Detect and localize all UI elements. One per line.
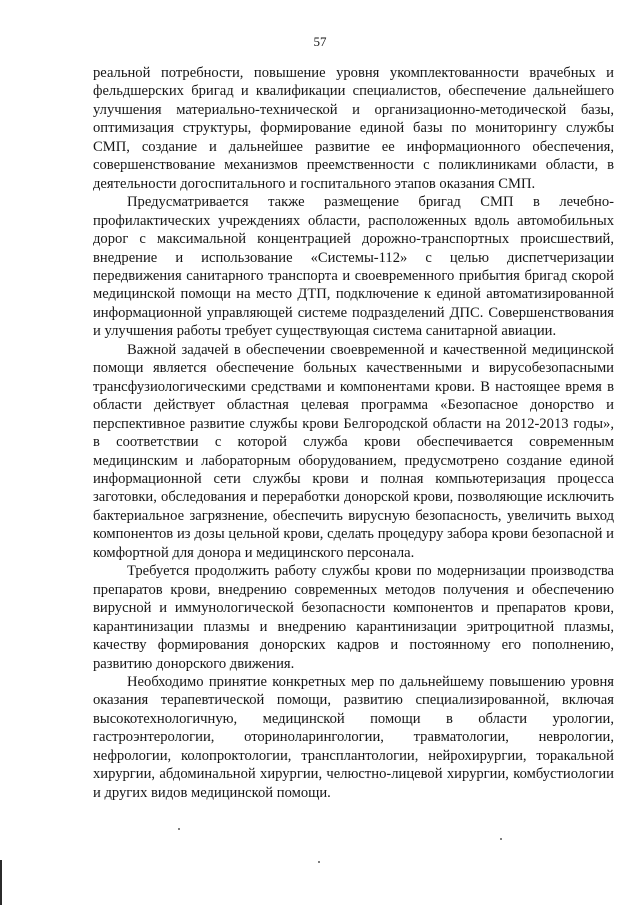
scan-speck [500,838,502,840]
paragraph-2: Предусматривается также размещение бригад СМП в лечебно-профилактических учреждениях области, расположенных вдоль автомобильных дорог с максимальной концентрацией дорожно-транспортных происшествий, внедрение и использование «Системы-112» с целью диспетчеризации передвижения санитарного транспорта и своевременного прибытия бригад скорой медицинской помощи на место ДТП, подключение к единой автоматизированной информационной управляющей системе подразделений ДПС. Совершенствования и улучшения работы требует существующая система санитарной авиации. [93,194,614,340]
scan-speck [178,828,180,830]
paragraph-3: Важной задачей в обеспечении своевременной и качественной медицинской помощи является обеспечение больных качественными и вирусобезопасными трансфузиологическими средствами и компонентами крови. В настоящее время в области действует областная целевая программа «Безопасное донорство и перспективное развитие службы крови Белгородской области на 2012-2013 годы», в соответствии с которой служба крови обеспечивается современным медицинским и лабораторным оборудованием, предусмотрено создание единой информационной сети службы крови и полная компьютеризация процесса заготовки, обследования и переработки донорской крови, позволяющие исключить бактериальное загрязнение, обеспечить вирусную безопасность, увеличить выход компонентов из дозы цельной крови, сделать процедуру забора крови безопасной и комфортной для донора и медицинского персонала. [93,341,614,561]
scan-speck [318,861,320,863]
paragraph-1: реальной потребности, повышение уровня укомплектованности врачебных и фельдшерских бригад и квалификации специалистов, обеспечение дальнейшего улучшения материально-технической и организационно-методической базы, оптимизация структуры, формирование единой базы по мониторингу службы СМП, создание и дальнейшее развитие ее информационного обеспечения, совершенствование механизмов преемственности с поликлиниками области, в деятельности догоспитального и госпитального этапов оказания СМП. [93,65,614,192]
scan-edge-mark [0,860,2,905]
document-body [93,64,614,802]
page-number: 57 [313,34,327,49]
paragraph-4: Требуется продолжить работу службы крови по модернизации производства препаратов крови, внедрению современных методов получения и обеспечению вирусной и иммунологической безопасности компонентов и препаратов крови, карантинизации плазмы и внедрению карантинизации эритроцитной плазмы, качеству формирования донорских кадров и постоянному его пополнению, развитию донорского движения. [93,563,614,672]
paragraph-5: Необходимо принятие конкретных мер по дальнейшему повышению уровня оказания терапевтической помощи, развитию специализированной, включая высокотехнологичную, медицинской помощи в области урологии, гастроэнтерологии, оториноларингологии, травматологии, неврологии, нефрологии, колопроктологии, трансплантологии, нейрохирургии, торакальной хирургии, абдоминальной хирургии, челюстно-лицевой хирургии, комбустиологии и других видов медицинской помощи. [93,673,614,801]
